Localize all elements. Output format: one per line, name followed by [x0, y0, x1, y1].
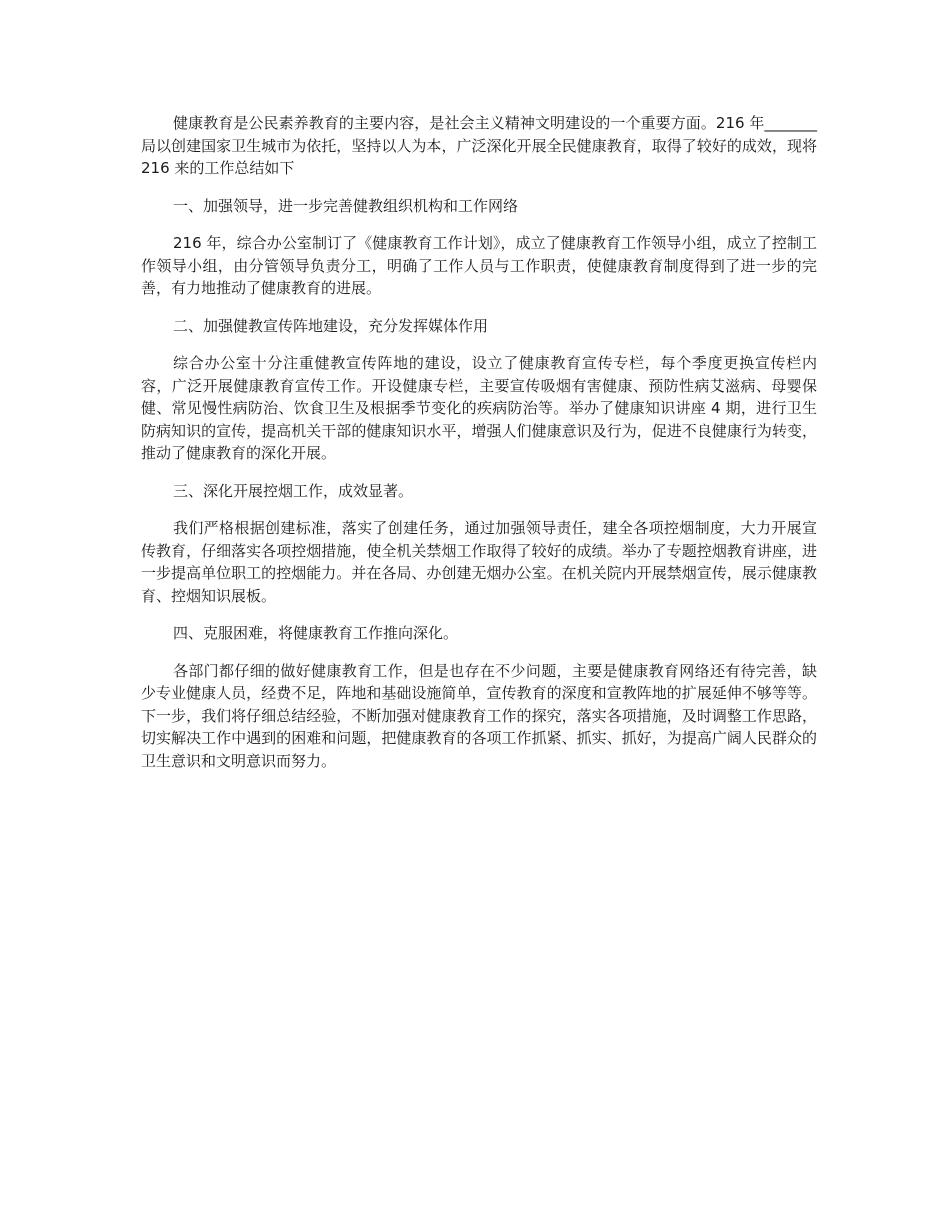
section-2-body: 综合办公室十分注重健教宣传阵地的建设，设立了健康教育宣传专栏，每个季度更换宣传栏内容，广泛开展健康教育宣传工作。开设健康专栏，主要宣传吸烟有害健康、预防性病艾滋病、母婴保健、常见慢性病防治、饮食卫生及根据季节变化的疾病防治等。举办了健康知识讲座 4 期，进行卫生防病知识的宣传，提高机关干部的健康知识水平，增强人们健康意识及行为，促进不良健康行为转变，推动了健康教育的深化开展。 — [141, 354, 817, 462]
section-3-heading: 三、深化开展控烟工作，成效显著。 — [173, 481, 414, 500]
document-page — [141, 112, 817, 787]
section-1-heading: 一、加强领导，进一步完善健教组织机构和工作网络 — [173, 196, 519, 215]
section-1-body: 216 年，综合办公室制订了《健康教育工作计划》，成立了健康教育工作领导小组，成立了控制工作领导小组，由分管领导负责分工，明确了工作人员与工作职责，使健康教育制度得到了进一步的完善，有力地推动了健康教育的进展。 — [141, 234, 817, 297]
section-4-heading: 四、克服困难，将健康教育工作推向深化。 — [173, 624, 459, 642]
section-2-heading: 二、加强健教宣传阵地建设，充分发挥媒体作用 — [173, 316, 489, 335]
section-3-body: 我们严格根据创建标准，落实了创建任务，通过加强领导责任，建全各项控烟制度，大力开展宣传教育，仔细落实各项控烟措施，使全机关禁烟工作取得了较好的成绩。举办了专题控烟教育讲座，进一步提高单位职工的控烟能力。并在各局、办创建无烟办公室。在机关院内开展禁烟宣传，展示健康教育、控烟知识展板。 — [141, 519, 817, 605]
intro-paragraph: 健康教育是公民素养教育的主要内容，是社会主义精神文明建设的一个重要方面。216 年_______局以创建国家卫生城市为依托，坚持以人为本，广泛深化开展全民健康教育，取得了较好的成效，现将 216 来的工作总结如下 — [141, 114, 817, 177]
section-4-body: 各部门都仔细的做好健康教育工作，但是也存在不少问题，主要是健康教育网络还有待完善，缺少专业健康人员，经费不足，阵地和基础设施简单，宣传教育的深度和宣教阵地的扩展延伸不够等等。下一步，我们将仔细总结经验，不断加强对健康教育工作的探究，落实各项措施，及时调整工作思路，切实解决工作中遇到的困难和问题，把健康教育的各项工作抓紧、抓实、抓好，为提高广阔人民群众的卫生意识和文明意识而努力。 — [141, 661, 817, 770]
